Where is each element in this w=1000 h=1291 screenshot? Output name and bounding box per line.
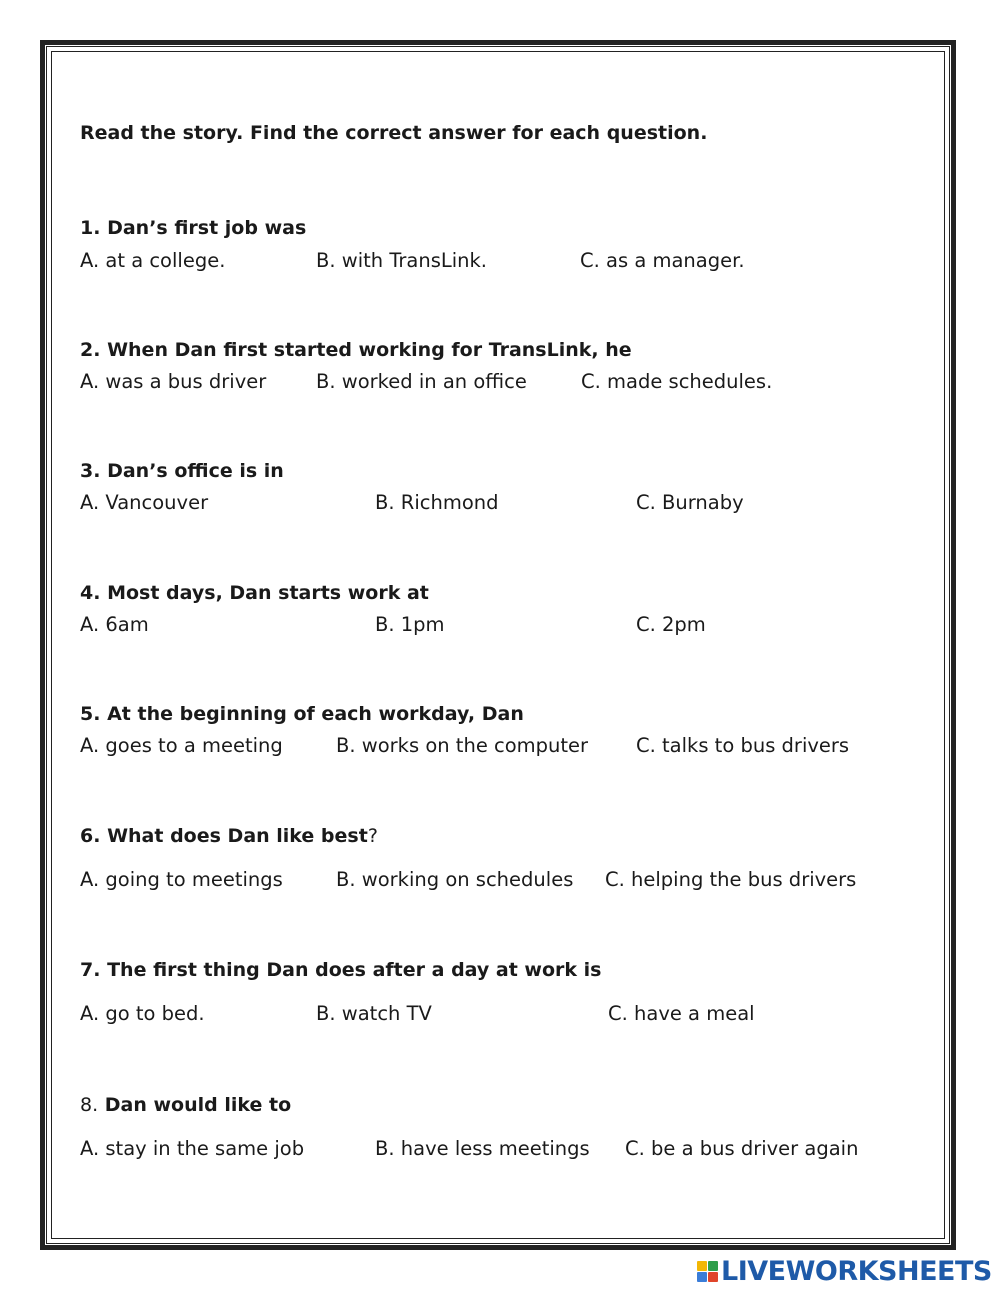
question-1 <box>80 217 306 239</box>
option-b[interactable]: B. with TransLink. <box>316 249 488 272</box>
question-5 <box>80 703 524 725</box>
logo-block <box>697 1272 707 1282</box>
question-text: The first thing Dan does after a day at work is <box>107 959 602 981</box>
option-b[interactable]: B. working on schedules <box>336 868 574 891</box>
liveworksheets-logo <box>697 1256 992 1286</box>
option-b[interactable]: B. have less meetings <box>375 1137 590 1160</box>
option-a[interactable]: A. 6am <box>80 613 149 636</box>
logo-block <box>708 1261 718 1271</box>
logo-block <box>708 1272 718 1282</box>
question-2 <box>80 339 632 361</box>
question-4 <box>80 582 429 604</box>
question-number: 4. <box>80 582 101 604</box>
question-number: 8. <box>80 1094 99 1116</box>
question-text: At the beginning of each workday, Dan <box>107 703 524 725</box>
question-text: When Dan first started working for TransLink, he <box>107 339 632 361</box>
option-b[interactable]: B. worked in an office <box>316 370 527 393</box>
question-3 <box>80 460 284 482</box>
logo-blocks-icon <box>697 1261 718 1282</box>
question-5-options <box>80 734 940 762</box>
question-2-options <box>80 370 940 398</box>
question-number: 3. <box>80 460 101 482</box>
option-a[interactable]: A. was a bus driver <box>80 370 267 393</box>
logo-text: LIVEWORKSHEETS <box>721 1255 992 1287</box>
option-c[interactable]: C. made schedules. <box>581 370 773 393</box>
question-number: 5. <box>80 703 101 725</box>
option-a[interactable]: A. at a college. <box>80 249 226 272</box>
question-text: Most days, Dan starts work at <box>107 582 429 604</box>
option-a[interactable]: A. stay in the same job <box>80 1137 305 1160</box>
question-4-options <box>80 613 940 641</box>
question-6-options <box>80 868 940 896</box>
question-text: Dan would like to <box>104 1094 292 1116</box>
option-a[interactable]: A. going to meetings <box>80 868 283 891</box>
option-c[interactable]: C. have a meal <box>608 1002 755 1025</box>
option-c[interactable]: C. talks to bus drivers <box>636 734 850 757</box>
option-c[interactable]: C. as a manager. <box>580 249 745 272</box>
question-7-options <box>80 1002 940 1030</box>
question-text: Dan’s office is in <box>107 460 284 482</box>
option-b[interactable]: B. 1pm <box>375 613 445 636</box>
question-number: 1. <box>80 217 101 239</box>
option-a[interactable]: A. Vancouver <box>80 491 209 514</box>
option-c[interactable]: C. 2pm <box>636 613 706 636</box>
option-c[interactable]: C. Burnaby <box>636 491 744 514</box>
option-b[interactable]: B. works on the computer <box>336 734 589 757</box>
question-text: Dan’s first job was <box>107 217 307 239</box>
question-number: 6. <box>80 825 101 847</box>
logo-block <box>697 1261 707 1271</box>
question-8-options <box>80 1137 940 1165</box>
instructions: Read the story. Find the correct answer for each question. <box>80 122 708 144</box>
question-6 <box>80 825 378 847</box>
option-a[interactable]: A. goes to a meeting <box>80 734 283 757</box>
option-b[interactable]: B. watch TV <box>316 1002 432 1025</box>
question-mark: ? <box>367 825 378 847</box>
question-1-options <box>80 249 940 277</box>
question-number: 7. <box>80 959 101 981</box>
question-text: What does Dan like best <box>107 825 368 847</box>
option-b[interactable]: B. Richmond <box>375 491 499 514</box>
option-c[interactable]: C. helping the bus drivers <box>605 868 857 891</box>
question-8 <box>80 1094 291 1116</box>
question-3-options <box>80 491 940 519</box>
question-number: 2. <box>80 339 101 361</box>
option-c[interactable]: C. be a bus driver again <box>625 1137 859 1160</box>
question-7 <box>80 959 601 981</box>
option-a[interactable]: A. go to bed. <box>80 1002 205 1025</box>
